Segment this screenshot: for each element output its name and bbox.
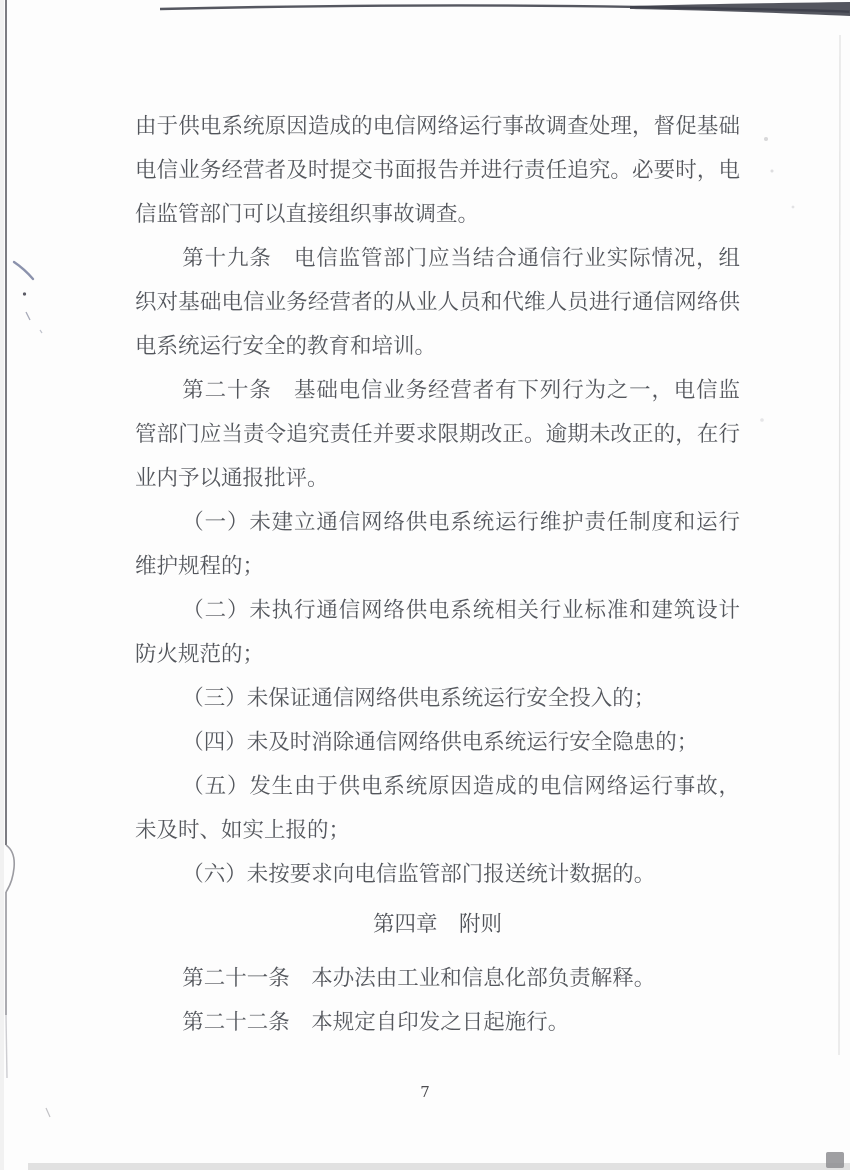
paragraph: （一）未建立通信网络供电系统运行维护责任制度和运行维护规程的； bbox=[135, 510, 740, 579]
pen-mark-speck bbox=[40, 330, 42, 333]
noise-speck bbox=[764, 137, 768, 141]
paragraph: （二）未执行通信网络供电系统相关行业标准和建筑设计防火规范的； bbox=[135, 598, 740, 667]
noise-speck bbox=[771, 170, 774, 173]
bottom-scan-band bbox=[28, 1163, 850, 1170]
paragraph: 第二十一条 本办法由工业和信息化部负责解释。 bbox=[182, 966, 656, 991]
paragraph: 第十九条 电信监管部门应当结合通信行业实际情况，组织对基础电信业务经营者的从业人员和代维人员进行通信网络供电系统运行安全的教育和培训。 bbox=[135, 246, 740, 359]
paragraph: 由于供电系统原因造成的电信网络运行事故调查处理，督促基础电信业务经营者及时提交书面报告并进行责任追究。必要时，电信监管部门可以直接组织事故调查。 bbox=[135, 114, 740, 227]
scanner-bed-strip bbox=[0, 0, 4, 1170]
left-edge-scan-line-fade bbox=[6, 1015, 7, 1078]
noise-speck bbox=[792, 206, 795, 209]
noise-speck bbox=[760, 418, 764, 422]
paragraph: 第二十条 基础电信业务经营者有下列行为之一，电信监管部门应当责令追究责任并要求限期改正。逾期未改正的，在行业内予以通报批评。 bbox=[135, 378, 740, 491]
top-edge-scan-line bbox=[160, 5, 850, 12]
bottom-corner-spot bbox=[826, 1152, 844, 1168]
page-number: 7 bbox=[420, 1083, 430, 1101]
pen-mark-tick bbox=[26, 312, 30, 320]
paragraph: （五）发生由于供电系统原因造成的电信网络运行事故，未及时、如实上报的； bbox=[135, 774, 740, 843]
paragraph: 第二十二条 本规定自印发之日起施行。 bbox=[182, 1010, 570, 1035]
top-edge-scan-wedge bbox=[630, 2, 850, 16]
noise-mark bbox=[46, 1108, 50, 1117]
paragraph: （六）未按要求向电信监管部门报送统计数据的。 bbox=[182, 862, 656, 887]
paragraph: （四）未及时消除通信网络供电系统运行安全隐患的； bbox=[182, 730, 699, 755]
right-edge-scan-line bbox=[839, 35, 840, 1055]
pen-mark-diagonal bbox=[14, 262, 33, 279]
paragraph: （三）未保证通信网络供电系统运行安全投入的； bbox=[182, 686, 656, 711]
document-body bbox=[135, 105, 740, 1045]
chapter-heading: 第四章 附则 bbox=[372, 912, 502, 937]
left-edge-notch bbox=[6, 845, 14, 892]
pen-mark-dot bbox=[23, 292, 26, 295]
